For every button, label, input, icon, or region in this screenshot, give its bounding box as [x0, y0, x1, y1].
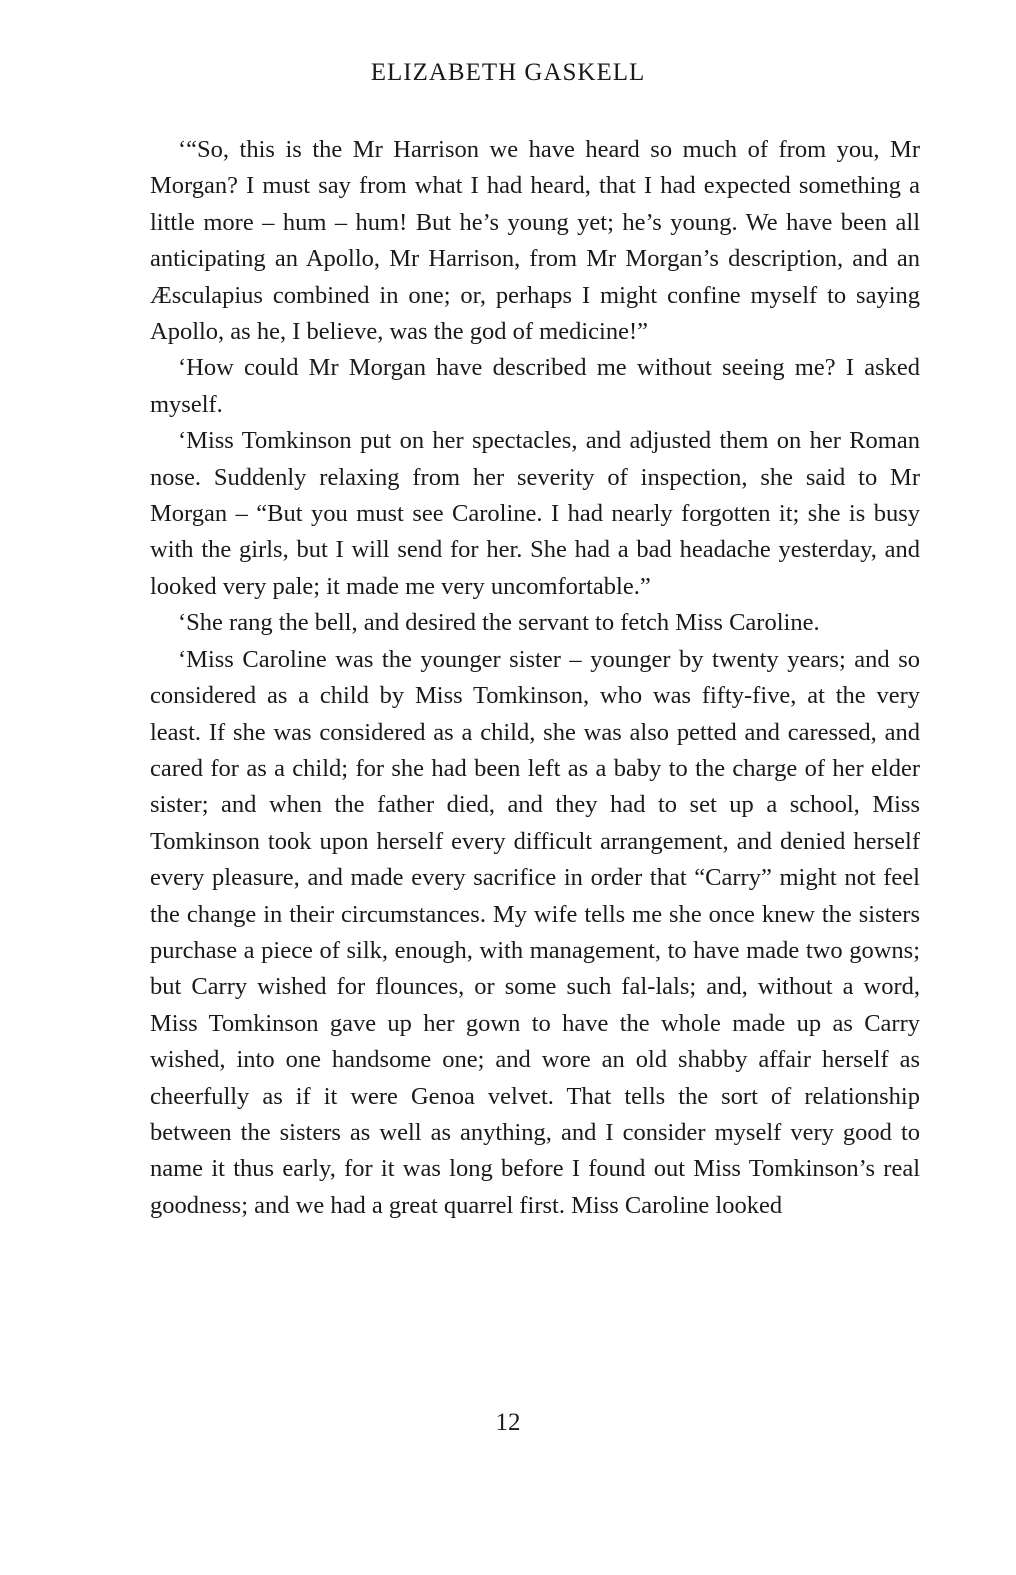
page-number: 12	[495, 1409, 521, 1436]
body-text	[150, 132, 920, 1224]
paragraph: ‘Miss Caroline was the younger sister – younger by twenty years; and so considered as a child by Miss Tomkinson, who was fifty-five, at the very least. If she was considered as a child, she was also petted and caressed, and cared for as a child; for she had been left as a baby to the charge of her elder sister; and when the father died, and they had to set up a school, Miss Tomkinson took upon herself every difficult arrangement, and denied herself every pleasure, and made every sacrifice in order that “Carry” might not feel the change in their circumstances. My wife tells me she once knew the sisters purchase a piece of silk, enough, with management, to have made two gowns; but Carry wished for flounces, or some such fal-lals; and, without a word, Miss Tomkinson gave up her gown to have the whole made up as Carry wished, into one handsome one; and wore an old shabby affair herself as cheerfully as if it were Genoa velvet. That tells the sort of relationship between the sisters as well as anything, and I consider myself very good to name it thus early, for it was long before I found out Miss Tomkinson’s real goodness; and we had a great quarrel first. Miss Caroline looked	[150, 645, 920, 1219]
paragraph: ‘Miss Tomkinson put on her spectacles, and adjusted them on her Roman nose. Suddenly relaxing from her severity of inspection, she said to Mr Morgan – “But you must see Caroline. I had nearly forgotten it; she is busy with the girls, but I will send for her. She had a bad headache yesterday, and looked very pale; it made me very uncomfortable.”	[150, 427, 920, 600]
running-head: ELIZABETH GASKELL	[370, 59, 646, 86]
paragraph: ‘“So, this is the Mr Harrison we have heard so much of from you, Mr Morgan? I must say from what I had heard, that I had expected something a little more – hum – hum! But he’s young yet; he’s young. We have been all anticipating an Apollo, Mr Harrison, from Mr Morgan’s description, and an Æsculapius combined in one; or, perhaps I might confine myself to saying Apollo, as he, I believe, was the god of medicine!”	[150, 136, 920, 346]
paragraph: ‘How could Mr Morgan have described me without seeing me? I asked myself.	[150, 354, 920, 418]
paragraph: ‘She rang the bell, and desired the servant to fetch Miss Caroline.	[178, 609, 820, 637]
